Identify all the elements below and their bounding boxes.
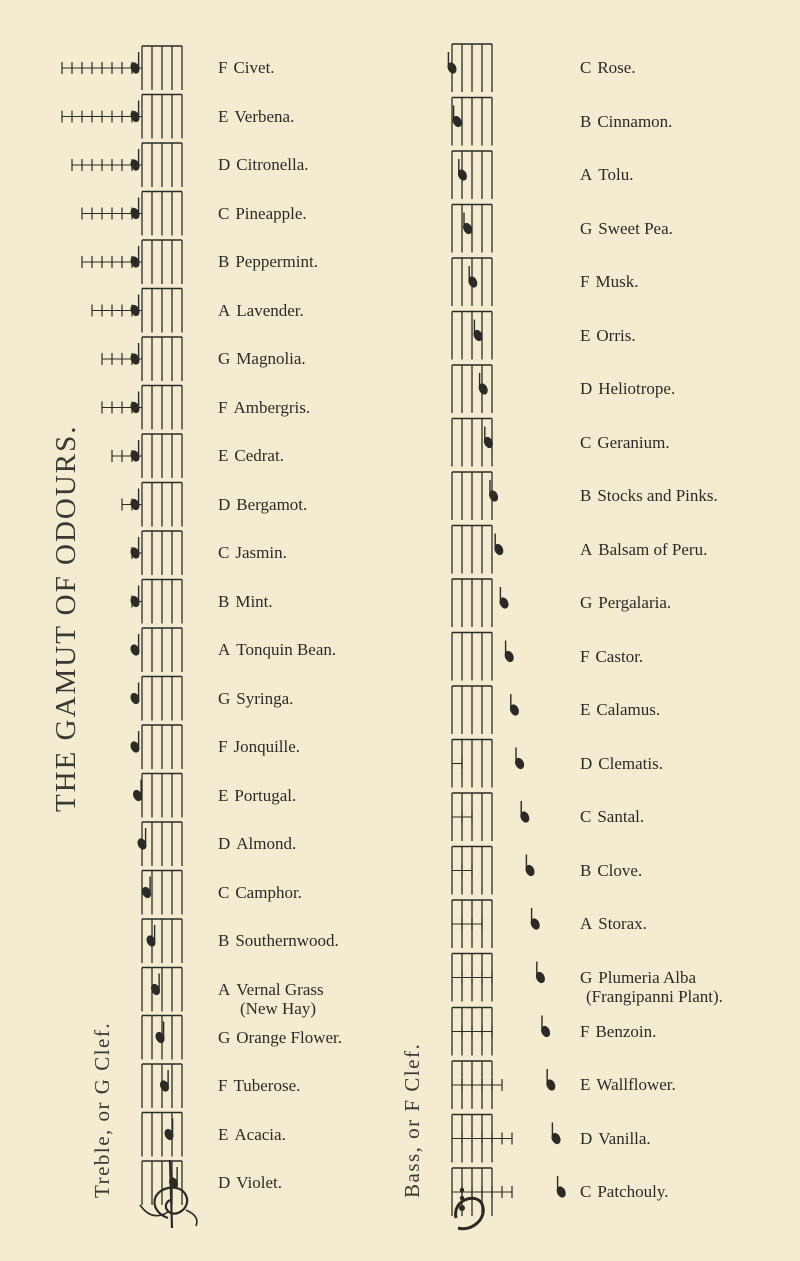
- treble-row: [218, 107, 294, 126]
- note-letter: E: [580, 700, 591, 719]
- bass-row: [580, 1129, 651, 1148]
- odour-name: Castor.: [595, 646, 644, 666]
- note-letter: A: [580, 539, 593, 559]
- treble-staff-cell: [142, 1161, 182, 1205]
- treble-staff-cell: [129, 677, 182, 721]
- odour-name: Orange Flower.: [236, 1027, 343, 1047]
- bass-row: [580, 433, 670, 452]
- odour-name: Portugal.: [234, 785, 297, 805]
- note-letter: C: [218, 543, 230, 562]
- bass-staff-cell: [452, 205, 492, 253]
- odour-name: Wallflower.: [596, 1075, 676, 1094]
- bass-row: [580, 112, 672, 131]
- treble-staff-cell: [102, 337, 182, 381]
- odour-name: Verbena.: [234, 106, 295, 126]
- odour-name: Orris.: [596, 325, 636, 345]
- bass-staff-cell: [452, 1008, 552, 1056]
- treble-staff-cell: [129, 580, 182, 624]
- bass-clef-icon: [456, 1188, 484, 1229]
- odour-name: Jasmin.: [235, 543, 287, 562]
- treble-staff-cell: [129, 725, 182, 769]
- odour-name: Lavender.: [236, 300, 304, 320]
- note-letter: E: [218, 1124, 229, 1144]
- note-letter: F: [218, 737, 228, 756]
- page-title: THE GAMUT OF ODOURS.: [50, 424, 82, 812]
- treble-row: [218, 592, 273, 611]
- bass-staff-cell: [452, 258, 492, 306]
- bass-row: [580, 486, 718, 505]
- bass-row: [580, 219, 673, 238]
- odour-name: Cedrat.: [234, 446, 284, 465]
- treble-row: [218, 1125, 286, 1144]
- bass-staff-cell: [452, 419, 495, 467]
- bass-staff-cell: [452, 900, 541, 948]
- bass-staff-cell: [452, 633, 515, 681]
- treble-row: [218, 931, 339, 950]
- treble-row: [218, 640, 336, 659]
- note-letter: A: [580, 914, 593, 933]
- bass-row: [580, 700, 660, 719]
- bass-row: [580, 165, 633, 184]
- bass-row: [580, 58, 636, 77]
- note-letter: D: [218, 834, 231, 853]
- odour-name: Syringa.: [236, 688, 294, 708]
- note-letter: E: [218, 106, 229, 126]
- treble-staff-cell: [72, 143, 182, 187]
- note-letter: B: [218, 252, 230, 271]
- note-letter: C: [580, 58, 592, 77]
- treble-row: [218, 349, 306, 368]
- note-letter: G: [580, 218, 593, 238]
- note-letter: A: [580, 165, 593, 184]
- note-letter: B: [218, 591, 230, 611]
- bass-row: [580, 1182, 668, 1201]
- odour-name: Patchouly.: [597, 1182, 669, 1201]
- odour-name: Geranium.: [597, 432, 670, 452]
- odour-name: Vernal Grass: [236, 979, 324, 999]
- treble-staff-cell: [129, 628, 182, 672]
- treble-staff-cell: [62, 95, 182, 139]
- treble-staff-cell: [131, 774, 182, 818]
- bass-row: [580, 379, 675, 398]
- bass-row: [580, 272, 638, 291]
- odour-name: Storax.: [598, 914, 647, 933]
- note-letter: G: [218, 1027, 231, 1047]
- odour-name: Citronella.: [236, 155, 309, 174]
- note-letter: E: [218, 785, 229, 805]
- odour-name: Cinnamon.: [597, 111, 673, 131]
- bass-staff-cell: [452, 579, 510, 627]
- bass-staff-cell: [452, 847, 536, 895]
- bass-staff-cell: [446, 44, 492, 92]
- bass-staff-cell: [452, 1115, 562, 1163]
- note-letter: E: [580, 1075, 591, 1094]
- treble-staff-cell: [102, 386, 182, 430]
- note-letter: B: [580, 486, 592, 505]
- treble-row: [218, 980, 324, 1018]
- note-letter: F: [218, 397, 228, 417]
- odour-name: Rose.: [597, 58, 636, 77]
- note-letter: F: [218, 1076, 228, 1095]
- note-letter: A: [218, 979, 231, 999]
- odour-name: Jonquille.: [233, 737, 301, 756]
- treble-staff: [62, 46, 182, 1205]
- treble-staff-cell: [142, 919, 182, 963]
- note-letter: F: [580, 272, 590, 291]
- treble-staff-cell: [140, 871, 182, 915]
- bass-row: [580, 593, 671, 612]
- odour-name: Balsam of Peru.: [598, 539, 708, 559]
- odour-name: Stocks and Pinks.: [597, 486, 718, 505]
- odour-name: Benzoin.: [595, 1021, 657, 1041]
- treble-staff-cell: [136, 822, 182, 866]
- bass-staff-cell: [452, 365, 492, 413]
- odour-name: Santal.: [597, 807, 645, 826]
- note-letter: C: [218, 203, 230, 223]
- odour-name: Mint.: [235, 591, 273, 611]
- note-letter: A: [218, 640, 231, 659]
- note-letter: C: [218, 882, 230, 902]
- treble-row: [218, 204, 307, 223]
- odour-name: Camphor.: [235, 882, 302, 902]
- odour-name: Bergamot.: [236, 494, 308, 514]
- odour-name: Civet.: [233, 58, 275, 77]
- treble-staff-cell: [82, 240, 182, 284]
- note-letter: G: [218, 688, 231, 708]
- treble-row: [218, 252, 318, 271]
- treble-row: [218, 1173, 282, 1192]
- note-letter: D: [218, 494, 231, 514]
- note-letter: D: [580, 1128, 593, 1148]
- clefs: [140, 1160, 483, 1229]
- bass-staff-cell: [451, 98, 492, 146]
- odour-name: Almond.: [236, 834, 297, 853]
- note-letter: G: [580, 967, 593, 987]
- bass-staff-cell: [452, 1061, 557, 1109]
- treble-row: [218, 689, 293, 708]
- treble-staff-cell: [142, 968, 182, 1012]
- note-letter: D: [218, 1173, 231, 1192]
- bass-staff-cell: [452, 686, 521, 734]
- note-letter: F: [580, 646, 590, 666]
- bass-row: [580, 540, 707, 559]
- bass-staff-cell: [452, 472, 500, 520]
- treble-staff-cell: [112, 434, 182, 478]
- note-letter: D: [580, 753, 593, 773]
- treble-staff-cell: [142, 1016, 182, 1060]
- odour-name: Tuberose.: [233, 1076, 301, 1095]
- bass-row: [580, 326, 636, 345]
- bass-row: [580, 968, 723, 1006]
- bass-staff-cell: [452, 526, 505, 574]
- odour-name: Heliotrope.: [598, 379, 676, 398]
- treble-row: [218, 786, 296, 805]
- odour-name: Violet.: [236, 1173, 283, 1192]
- treble-clef-icon: [140, 1160, 197, 1228]
- treble-row: [218, 543, 287, 562]
- odour-name: Peppermint.: [235, 252, 318, 271]
- note-letter: C: [580, 432, 592, 452]
- bass-row: [580, 1022, 656, 1041]
- odour-name: Tolu.: [598, 165, 634, 184]
- note-letter: A: [218, 300, 231, 320]
- note-letter: E: [580, 325, 591, 345]
- treble-row: [218, 301, 304, 320]
- treble-staff-cell: [62, 46, 182, 90]
- treble-staff-cell: [122, 483, 182, 527]
- bass-row: [580, 647, 643, 666]
- bass-row: [580, 1075, 676, 1094]
- odour-name: Plumeria Alba: [598, 967, 697, 987]
- treble-row: [218, 737, 300, 756]
- note-letter: B: [218, 931, 230, 950]
- odour-name: Tonquin Bean.: [236, 640, 337, 659]
- note-letter: G: [580, 593, 593, 612]
- treble-row: [218, 1028, 342, 1047]
- bass-row: [580, 914, 647, 933]
- odour-name: Acacia.: [234, 1124, 286, 1144]
- bass-staff-cell: [452, 793, 531, 841]
- odour-name: Magnolia.: [236, 349, 306, 368]
- note-letter: F: [218, 58, 228, 77]
- treble-row: [218, 155, 309, 174]
- odour-name: Vanilla.: [598, 1128, 651, 1148]
- treble-clef-caption: Treble, or G Clef.: [90, 1021, 114, 1198]
- treble-row: [218, 58, 275, 77]
- bass-staff-cell: [452, 954, 547, 1002]
- treble-staff-cell: [82, 192, 182, 236]
- odour-name: Sweet Pea.: [598, 218, 673, 238]
- bass-staff: [446, 44, 568, 1216]
- treble-row: [218, 398, 310, 417]
- bass-row: [580, 861, 642, 880]
- odour-name: Pergalaria.: [598, 593, 672, 612]
- bass-staff-cell: [452, 151, 492, 199]
- treble-staff-cell: [92, 289, 182, 333]
- note-letter: C: [580, 807, 592, 826]
- bass-row: [580, 754, 663, 773]
- bass-row: [580, 807, 644, 826]
- treble-row: [218, 883, 302, 902]
- note-letter: E: [218, 446, 229, 465]
- note-letter: D: [580, 379, 593, 398]
- note-letter: B: [580, 111, 592, 131]
- odour-name: Calamus.: [596, 700, 661, 719]
- odour-name: Musk.: [595, 272, 639, 291]
- odour-name: Ambergris.: [233, 397, 311, 417]
- bass-clef-caption: Bass, or F Clef.: [400, 1042, 424, 1198]
- odour-name: Southernwood.: [235, 931, 339, 950]
- treble-staff-cell: [142, 1113, 182, 1157]
- treble-row: [218, 1076, 300, 1095]
- note-letter: G: [218, 349, 231, 368]
- odour-subtitle: (Frangipanni Plant).: [586, 986, 723, 1006]
- treble-row: [218, 495, 307, 514]
- odour-name: Clematis.: [598, 753, 663, 773]
- note-letter: C: [580, 1182, 592, 1201]
- bass-staff-cell: [452, 1168, 567, 1216]
- odour-subtitle: (New Hay): [240, 998, 316, 1018]
- treble-row: [218, 834, 296, 853]
- treble-staff-cell: [142, 1064, 182, 1108]
- treble-row: [218, 446, 284, 465]
- note-letter: D: [218, 155, 231, 174]
- note-letter: B: [580, 860, 592, 880]
- bass-staff-cell: [452, 740, 526, 788]
- odour-name: Clove.: [597, 860, 643, 880]
- bass-staff-cell: [452, 312, 492, 360]
- odour-name: Pineapple.: [235, 203, 307, 223]
- note-letter: F: [580, 1021, 590, 1041]
- treble-staff-cell: [129, 531, 182, 575]
